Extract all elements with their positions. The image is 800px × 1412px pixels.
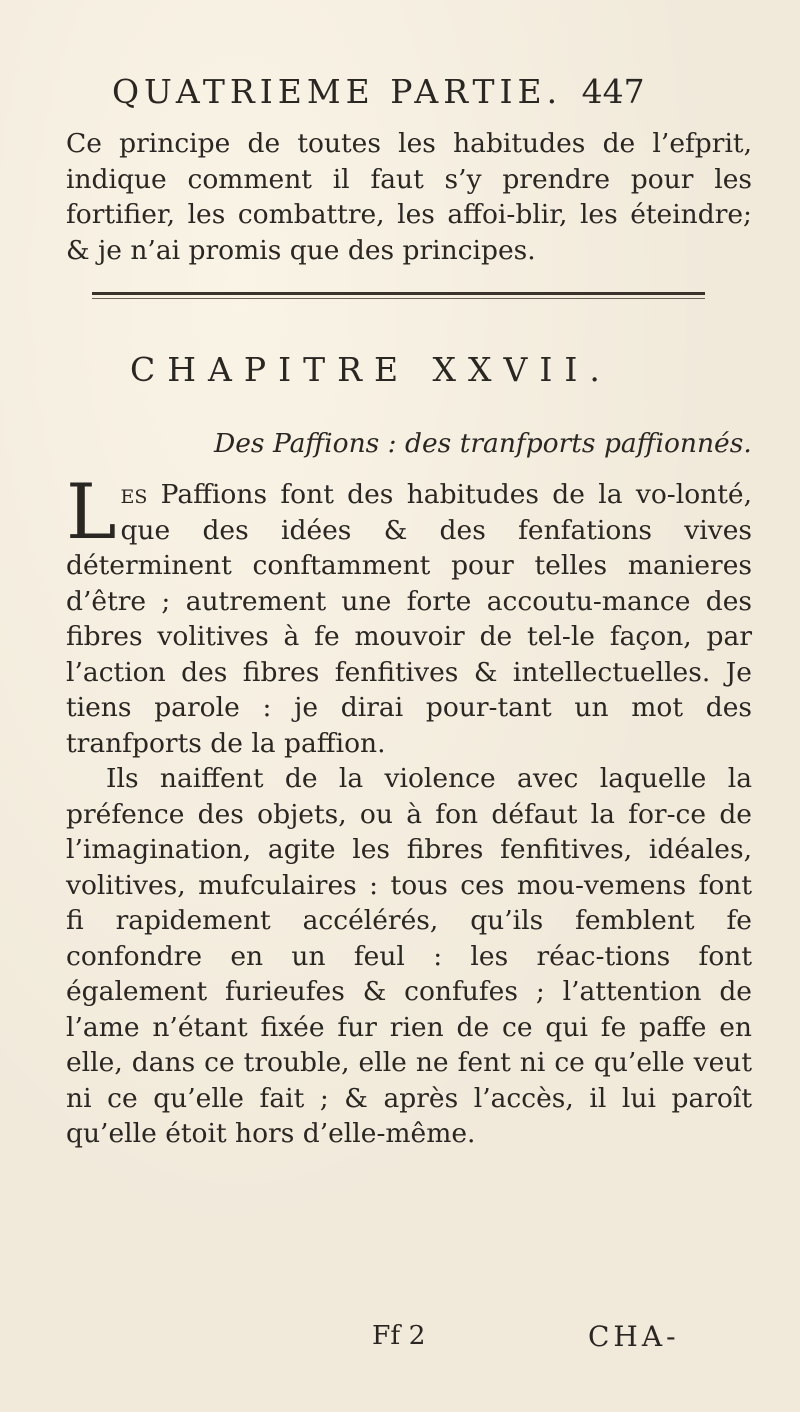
chapter-body	[66, 467, 752, 1152]
chapter-paragraph-2: Ils naiffent de la violence avec laquelle la préfence des objets, ou à fon défaut la for-ce de l’imagination, agite les fibres fenfitives, idéales, volitives, mufculaires : tous ces mou-vemens font fi rapidement accélérés, qu’ils femblent fe confondre en un feul : les réac-tions font également furieufes & confufes ; l’attention de l’ame n’étant fixée fur rien de ce qui fe paffe en elle, dans ce trouble, elle ne fent ni ce qu’elle veut ni ce qu’elle fait ; & après l’accès, il lui paroît qu’elle étoit hors d’elle-même.	[66, 763, 752, 1149]
drop-cap: L	[66, 467, 117, 556]
intro-paragraph: Ce principe de toutes les habitudes de l’efprit, indique comment il faut s’y prendre pour les fortifier, les combattre, les affoi-blir, les éteindre; & je n’ai promis que des principes.	[66, 128, 752, 266]
paragraph-1-text: Paffions font des habitudes de la vo-lonté, que des idées & des fenfations vives déterminent conftamment pour telles manieres d’être ; autrement une forte accoutu-mance des fibres volitives à fe mouvoir de tel-le façon, par l’action des fibres fenfitives & intellectuelles. Je tiens parole : je dirai pour-tant un mot des tranfports de la paffion.	[66, 479, 752, 759]
chapter-heading: CHAPITRE XXVII.	[130, 350, 612, 389]
chapter-subtitle: Des Paffions : des tranfports paffionnés.	[214, 428, 752, 459]
chapter-divider-rule	[92, 292, 705, 299]
page-number: 447	[581, 72, 645, 111]
running-head	[112, 72, 732, 111]
running-head-title: QUATRIEME PARTIE.	[112, 72, 563, 111]
signature-mark: Ff 2	[372, 1320, 426, 1351]
chapter-paragraph-1	[66, 467, 752, 761]
catchword: CHA-	[588, 1320, 680, 1353]
first-word-rest: es	[120, 479, 148, 510]
